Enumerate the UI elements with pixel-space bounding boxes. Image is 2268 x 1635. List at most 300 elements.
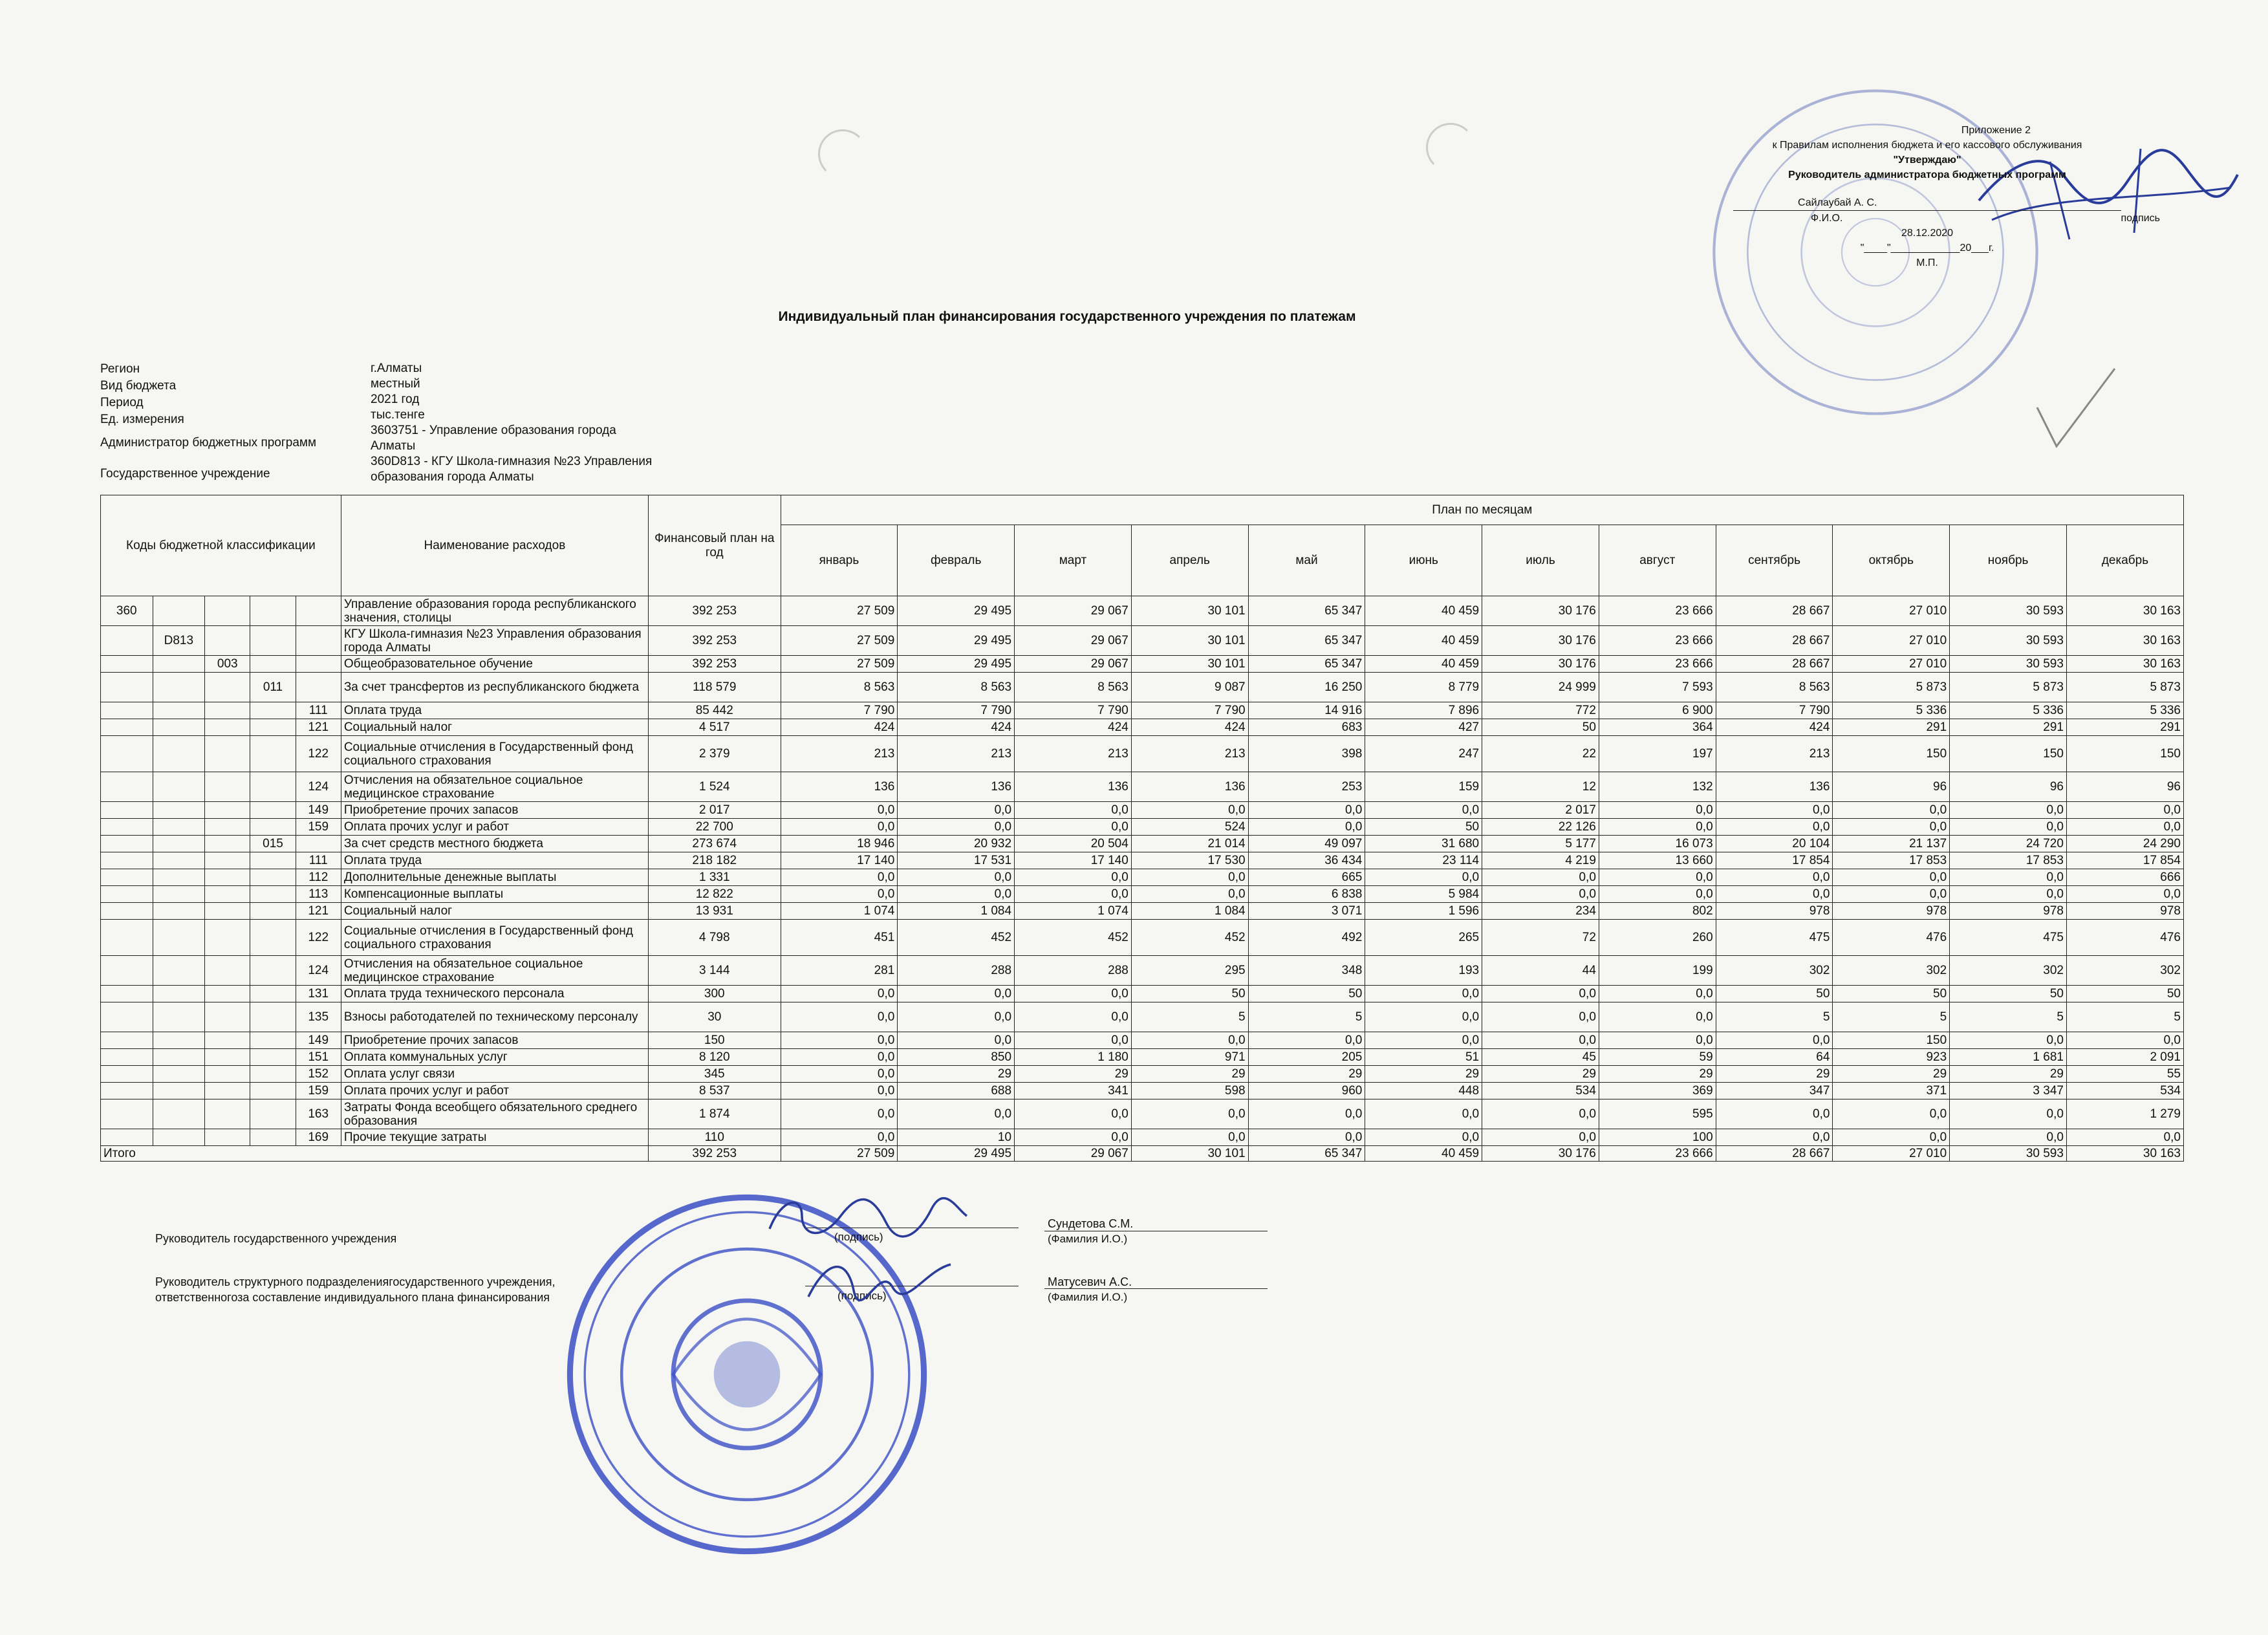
header-month: май <box>1248 525 1365 596</box>
total-plan-cell: 392 253 <box>649 1146 781 1162</box>
approval-approved: "Утверждаю" <box>1893 155 1961 166</box>
month-value-cell: 20 932 <box>898 836 1015 852</box>
code-cell <box>101 1049 153 1066</box>
month-value-cell: 205 <box>1248 1049 1365 1066</box>
table-row <box>101 1066 2184 1083</box>
total-month-cell: 65 347 <box>1248 1146 1365 1162</box>
month-value-cell: 12 <box>1482 772 1599 802</box>
code-cell <box>153 736 205 772</box>
month-value-cell: 8 563 <box>1015 673 1132 702</box>
month-value-cell: 0,0 <box>1131 1099 1248 1129</box>
code-cell <box>153 1049 205 1066</box>
code-cell <box>205 956 250 986</box>
month-value-cell: 8 563 <box>781 673 898 702</box>
annual-plan-cell: 12 822 <box>649 886 781 903</box>
table-row <box>101 656 2184 673</box>
month-value-cell: 0,0 <box>1015 986 1132 1002</box>
month-value-cell: 291 <box>1833 719 1950 736</box>
month-value-cell: 21 137 <box>1833 836 1950 852</box>
month-value-cell: 1 084 <box>1131 903 1248 920</box>
responsible-fio: (Фамилия И.О.) <box>1048 1291 1128 1303</box>
month-value-cell: 72 <box>1482 920 1599 956</box>
meta-value-unit: тыс.тенге <box>371 408 425 422</box>
month-value-cell: 302 <box>2066 956 2183 986</box>
month-value-cell: 0,0 <box>781 886 898 903</box>
month-value-cell: 0,0 <box>1482 869 1599 886</box>
expense-name-cell: Оплата труда <box>341 702 648 719</box>
month-value-cell: 364 <box>1599 719 1716 736</box>
header-month: июль <box>1482 525 1599 596</box>
code-cell <box>205 1032 250 1049</box>
month-value-cell: 5 177 <box>1482 836 1599 852</box>
month-value-cell: 371 <box>1833 1083 1950 1099</box>
annual-plan-cell: 110 <box>649 1129 781 1146</box>
month-value-cell: 150 <box>2066 736 2183 772</box>
month-value-cell: 0,0 <box>1131 1129 1248 1146</box>
meta-label-region: Регион <box>100 362 140 376</box>
month-value-cell: 1 596 <box>1365 903 1482 920</box>
month-value-cell: 978 <box>1833 903 1950 920</box>
month-value-cell: 22 126 <box>1482 819 1599 836</box>
month-value-cell: 595 <box>1599 1099 1716 1129</box>
code-cell <box>153 656 205 673</box>
code-cell <box>101 673 153 702</box>
header-month: апрель <box>1131 525 1248 596</box>
table-row <box>101 802 2184 819</box>
month-value-cell: 0,0 <box>1015 802 1132 819</box>
month-value-cell: 0,0 <box>1365 1032 1482 1049</box>
month-value-cell: 0,0 <box>1833 802 1950 819</box>
code-cell: 135 <box>296 1002 341 1032</box>
month-value-cell: 50 <box>1716 986 1833 1002</box>
annual-plan-cell: 2 379 <box>649 736 781 772</box>
month-value-cell: 50 <box>1365 819 1482 836</box>
annual-plan-cell: 8 120 <box>649 1049 781 1066</box>
total-month-cell: 23 666 <box>1599 1146 1716 1162</box>
code-cell <box>250 772 296 802</box>
total-month-cell: 30 176 <box>1482 1146 1599 1162</box>
code-cell <box>153 702 205 719</box>
code-cell: 149 <box>296 802 341 819</box>
code-cell <box>205 869 250 886</box>
head-fio: (Фамилия И.О.) <box>1048 1233 1128 1245</box>
code-cell <box>250 852 296 869</box>
month-value-cell: 476 <box>2066 920 2183 956</box>
month-value-cell: 0,0 <box>1131 869 1248 886</box>
code-cell: 152 <box>296 1066 341 1083</box>
annual-plan-cell: 2 017 <box>649 802 781 819</box>
code-cell <box>101 1066 153 1083</box>
code-cell <box>250 736 296 772</box>
month-value-cell: 28 667 <box>1716 626 1833 656</box>
month-value-cell: 5 984 <box>1365 886 1482 903</box>
code-cell <box>296 673 341 702</box>
code-cell <box>101 702 153 719</box>
month-value-cell: 598 <box>1131 1083 1248 1099</box>
punch-hole-left <box>818 129 867 179</box>
month-value-cell: 0,0 <box>1599 1032 1716 1049</box>
month-value-cell: 0,0 <box>1599 869 1716 886</box>
month-value-cell: 398 <box>1248 736 1365 772</box>
month-value-cell: 29 <box>1482 1066 1599 1083</box>
month-value-cell: 29 067 <box>1015 626 1132 656</box>
month-value-cell: 0,0 <box>2066 802 2183 819</box>
month-value-cell: 30 163 <box>2066 596 2183 626</box>
code-cell <box>250 1066 296 1083</box>
code-cell <box>153 819 205 836</box>
annual-plan-cell: 4 798 <box>649 920 781 956</box>
month-value-cell: 0,0 <box>898 1032 1015 1049</box>
month-value-cell: 30 593 <box>1950 626 2067 656</box>
month-value-cell: 65 347 <box>1248 656 1365 673</box>
month-value-cell: 4 219 <box>1482 852 1599 869</box>
month-value-cell: 29 <box>898 1066 1015 1083</box>
month-value-cell: 55 <box>2066 1066 2183 1083</box>
month-value-cell: 29 <box>1716 1066 1833 1083</box>
month-value-cell: 5 <box>1131 1002 1248 1032</box>
code-cell <box>153 886 205 903</box>
expense-name-cell: Затраты Фонда всеобщего обязательного среднего образования <box>341 1099 648 1129</box>
approval-head: Руководитель администратора бюджетных программ <box>1788 169 2066 180</box>
approval-block <box>1733 123 2160 270</box>
month-value-cell: 0,0 <box>1950 1129 2067 1146</box>
month-value-cell: 0,0 <box>781 1099 898 1129</box>
responsible-label-line2: ответственногоза составление индивидуального плана финансирования <box>155 1291 550 1304</box>
code-cell <box>250 819 296 836</box>
code-cell <box>205 596 250 626</box>
code-cell <box>153 772 205 802</box>
month-value-cell: 213 <box>1131 736 1248 772</box>
month-value-cell: 2 091 <box>2066 1049 2183 1066</box>
month-value-cell: 0,0 <box>1482 886 1599 903</box>
month-value-cell: 0,0 <box>1365 1099 1482 1129</box>
month-value-cell: 16 250 <box>1248 673 1365 702</box>
month-value-cell: 17 140 <box>781 852 898 869</box>
month-value-cell: 0,0 <box>1482 1129 1599 1146</box>
meta-label-administrator: Администратор бюджетных программ <box>100 436 317 449</box>
annual-plan-cell: 30 <box>649 1002 781 1032</box>
expense-name-cell: Дополнительные денежные выплаты <box>341 869 648 886</box>
month-value-cell: 492 <box>1248 920 1365 956</box>
financing-plan-table <box>100 495 2184 1162</box>
month-value-cell: 59 <box>1599 1049 1716 1066</box>
header-months-group: План по месяцам <box>781 495 2183 525</box>
code-cell <box>205 702 250 719</box>
meta-label-period: Период <box>100 396 144 409</box>
month-value-cell: 96 <box>2066 772 2183 802</box>
table-row <box>101 886 2184 903</box>
month-value-cell: 3 071 <box>1248 903 1365 920</box>
expense-name-cell: Компенсационные выплаты <box>341 886 648 903</box>
header-month: ноябрь <box>1950 525 2067 596</box>
month-value-cell: 30 163 <box>2066 626 2183 656</box>
month-value-cell: 0,0 <box>1716 1032 1833 1049</box>
annual-plan-cell: 392 253 <box>649 596 781 626</box>
total-month-cell: 30 101 <box>1131 1146 1248 1162</box>
month-value-cell: 213 <box>781 736 898 772</box>
code-cell <box>101 852 153 869</box>
month-value-cell: 0,0 <box>1833 819 1950 836</box>
month-value-cell: 0,0 <box>1716 869 1833 886</box>
code-cell <box>101 986 153 1002</box>
code-cell <box>101 1099 153 1129</box>
expense-name-cell: Социальные отчисления в Государственный фонд социального страхования <box>341 920 648 956</box>
table-row <box>101 903 2184 920</box>
month-value-cell: 524 <box>1131 819 1248 836</box>
month-value-cell: 0,0 <box>781 1049 898 1066</box>
code-cell <box>101 626 153 656</box>
table-row <box>101 1083 2184 1099</box>
month-value-cell: 0,0 <box>1131 1032 1248 1049</box>
total-row <box>101 1146 2184 1162</box>
month-value-cell: 136 <box>1015 772 1132 802</box>
month-value-cell: 265 <box>1365 920 1482 956</box>
month-value-cell: 0,0 <box>1365 802 1482 819</box>
month-value-cell: 971 <box>1131 1049 1248 1066</box>
code-cell <box>250 1032 296 1049</box>
month-value-cell: 0,0 <box>1248 802 1365 819</box>
header-name: Наименование расходов <box>341 495 648 596</box>
month-value-cell: 50 <box>2066 986 2183 1002</box>
code-cell <box>153 920 205 956</box>
month-value-cell: 30 593 <box>1950 596 2067 626</box>
month-value-cell: 36 434 <box>1248 852 1365 869</box>
head-sign-caption: (подпись) <box>834 1231 883 1243</box>
annual-plan-cell: 22 700 <box>649 819 781 836</box>
code-cell <box>205 836 250 852</box>
responsible-name-line <box>1044 1288 1268 1289</box>
expense-name-cell: Приобретение прочих запасов <box>341 1032 648 1049</box>
month-value-cell: 5 873 <box>2066 673 2183 702</box>
month-value-cell: 0,0 <box>1248 1099 1365 1129</box>
expense-name-cell: Оплата коммунальных услуг <box>341 1049 648 1066</box>
head-signature <box>763 1190 970 1248</box>
month-value-cell: 448 <box>1365 1083 1482 1099</box>
expense-name-cell: Оплата прочих услуг и работ <box>341 1083 648 1099</box>
month-value-cell: 6 838 <box>1248 886 1365 903</box>
punch-hole-right <box>1426 123 1475 172</box>
month-value-cell: 281 <box>781 956 898 986</box>
code-cell <box>153 1129 205 1146</box>
code-cell <box>101 1002 153 1032</box>
month-value-cell: 247 <box>1365 736 1482 772</box>
total-label: Итого <box>101 1146 649 1162</box>
expense-name-cell: Отчисления на обязательное социальное медицинское страхование <box>341 956 648 986</box>
month-value-cell: 136 <box>898 772 1015 802</box>
month-value-cell: 302 <box>1833 956 1950 986</box>
month-value-cell: 0,0 <box>2066 1032 2183 1049</box>
code-cell <box>205 886 250 903</box>
month-value-cell: 22 <box>1482 736 1599 772</box>
code-cell <box>250 986 296 1002</box>
code-cell <box>205 1099 250 1129</box>
month-value-cell: 7 593 <box>1599 673 1716 702</box>
month-value-cell: 302 <box>1950 956 2067 986</box>
annual-plan-cell: 8 537 <box>649 1083 781 1099</box>
annual-plan-cell: 4 517 <box>649 719 781 736</box>
month-value-cell: 29 067 <box>1015 656 1132 673</box>
month-value-cell: 0,0 <box>1950 1032 2067 1049</box>
approval-name: Сайлаубай А. С. <box>1798 197 1877 208</box>
month-value-cell: 0,0 <box>1599 886 1716 903</box>
month-value-cell: 24 290 <box>2066 836 2183 852</box>
approval-mp: М.П. <box>1916 257 1938 268</box>
code-cell <box>296 626 341 656</box>
code-cell <box>205 986 250 1002</box>
month-value-cell: 0,0 <box>781 1002 898 1032</box>
month-value-cell: 0,0 <box>781 1032 898 1049</box>
code-cell <box>250 1129 296 1146</box>
month-value-cell: 5 <box>2066 1002 2183 1032</box>
code-cell <box>101 1129 153 1146</box>
table-row <box>101 702 2184 719</box>
month-value-cell: 260 <box>1599 920 1716 956</box>
code-cell: D813 <box>153 626 205 656</box>
month-value-cell: 0,0 <box>1015 1099 1132 1129</box>
code-cell: 122 <box>296 920 341 956</box>
annual-plan-cell: 13 931 <box>649 903 781 920</box>
month-value-cell: 5 336 <box>1833 702 1950 719</box>
month-value-cell: 0,0 <box>1599 1002 1716 1032</box>
month-value-cell: 0,0 <box>1015 869 1132 886</box>
annual-plan-cell: 3 144 <box>649 956 781 986</box>
month-value-cell: 5 873 <box>1833 673 1950 702</box>
month-value-cell: 850 <box>898 1049 1015 1066</box>
total-month-cell: 27 010 <box>1833 1146 1950 1162</box>
month-value-cell: 0,0 <box>1833 869 1950 886</box>
month-value-cell: 197 <box>1599 736 1716 772</box>
month-value-cell: 1 074 <box>781 903 898 920</box>
month-value-cell: 0,0 <box>898 802 1015 819</box>
month-value-cell: 5 336 <box>1950 702 2067 719</box>
total-month-cell: 29 067 <box>1015 1146 1132 1162</box>
code-cell: 113 <box>296 886 341 903</box>
month-value-cell: 0,0 <box>1950 1099 2067 1129</box>
code-cell <box>205 772 250 802</box>
head-label: Руководитель государственного учреждения <box>155 1232 397 1245</box>
month-value-cell: 0,0 <box>2066 886 2183 903</box>
month-value-cell: 17 854 <box>2066 852 2183 869</box>
code-cell: 011 <box>250 673 296 702</box>
annual-plan-cell: 392 253 <box>649 626 781 656</box>
annual-plan-cell: 1 874 <box>649 1099 781 1129</box>
month-value-cell: 0,0 <box>898 886 1015 903</box>
code-cell <box>153 956 205 986</box>
code-cell <box>101 736 153 772</box>
meta-value-period: 2021 год <box>371 393 420 406</box>
month-value-cell: 0,0 <box>1015 819 1132 836</box>
month-value-cell: 476 <box>1833 920 1950 956</box>
month-value-cell: 24 999 <box>1482 673 1599 702</box>
month-value-cell: 23 114 <box>1365 852 1482 869</box>
month-value-cell: 1 681 <box>1950 1049 2067 1066</box>
month-value-cell: 0,0 <box>898 986 1015 1002</box>
month-value-cell: 424 <box>898 719 1015 736</box>
code-cell <box>153 596 205 626</box>
code-cell <box>250 656 296 673</box>
code-cell: 111 <box>296 852 341 869</box>
meta-value-budget-type: местный <box>371 377 420 391</box>
total-month-cell: 28 667 <box>1716 1146 1833 1162</box>
code-cell <box>205 1066 250 1083</box>
month-value-cell: 0,0 <box>781 819 898 836</box>
month-value-cell: 44 <box>1482 956 1599 986</box>
month-value-cell: 0,0 <box>1599 986 1716 1002</box>
month-value-cell: 7 790 <box>1716 702 1833 719</box>
code-cell <box>250 1099 296 1129</box>
month-value-cell: 29 <box>1015 1066 1132 1083</box>
month-value-cell: 0,0 <box>1015 886 1132 903</box>
code-cell <box>101 903 153 920</box>
header-month: август <box>1599 525 1716 596</box>
month-value-cell: 0,0 <box>1131 802 1248 819</box>
table-row <box>101 1129 2184 1146</box>
month-value-cell: 0,0 <box>781 1083 898 1099</box>
month-value-cell: 24 720 <box>1950 836 2067 852</box>
month-value-cell: 213 <box>1015 736 1132 772</box>
month-value-cell: 29 <box>1833 1066 1950 1083</box>
responsible-name: Матусевич А.С. <box>1048 1275 1132 1288</box>
month-value-cell: 132 <box>1599 772 1716 802</box>
month-value-cell: 5 <box>1833 1002 1950 1032</box>
month-value-cell: 0,0 <box>781 986 898 1002</box>
expense-name-cell: Приобретение прочих запасов <box>341 802 648 819</box>
month-value-cell: 341 <box>1015 1083 1132 1099</box>
code-cell: 003 <box>205 656 250 673</box>
table-row <box>101 772 2184 802</box>
table-row <box>101 626 2184 656</box>
month-value-cell: 0,0 <box>1482 986 1599 1002</box>
month-value-cell: 5 <box>1950 1002 2067 1032</box>
month-value-cell: 14 916 <box>1248 702 1365 719</box>
expense-name-cell: Общеобразовательное обучение <box>341 656 648 673</box>
head-name: Сундетова С.М. <box>1048 1217 1134 1230</box>
month-value-cell: 21 014 <box>1131 836 1248 852</box>
month-value-cell: 424 <box>1716 719 1833 736</box>
month-value-cell: 17 853 <box>1833 852 1950 869</box>
code-cell <box>101 836 153 852</box>
month-value-cell: 159 <box>1365 772 1482 802</box>
month-value-cell: 23 666 <box>1599 596 1716 626</box>
code-cell: 124 <box>296 772 341 802</box>
month-value-cell: 96 <box>1833 772 1950 802</box>
month-value-cell: 0,0 <box>1365 986 1482 1002</box>
month-value-cell: 2 017 <box>1482 802 1599 819</box>
expense-name-cell: Оплата труда технического персонала <box>341 986 648 1002</box>
month-value-cell: 45 <box>1482 1049 1599 1066</box>
month-value-cell: 27 010 <box>1833 626 1950 656</box>
month-value-cell: 7 790 <box>781 702 898 719</box>
month-value-cell: 7 790 <box>898 702 1015 719</box>
month-value-cell: 0,0 <box>1131 886 1248 903</box>
month-value-cell: 0,0 <box>1833 1129 1950 1146</box>
expense-name-cell: Оплата труда <box>341 852 648 869</box>
table-row <box>101 596 2184 626</box>
expense-name-cell: КГУ Школа-гимназия №23 Управления образования города Алматы <box>341 626 648 656</box>
table-row <box>101 1049 2184 1066</box>
month-value-cell: 27 010 <box>1833 656 1950 673</box>
month-value-cell: 5 <box>1248 1002 1365 1032</box>
header-codes: Коды бюджетной классификации <box>101 495 341 596</box>
month-value-cell: 0,0 <box>1365 869 1482 886</box>
month-value-cell: 50 <box>1833 986 1950 1002</box>
month-value-cell: 424 <box>1015 719 1132 736</box>
month-value-cell: 30 176 <box>1482 626 1599 656</box>
month-value-cell: 29 <box>1131 1066 1248 1083</box>
code-cell <box>101 802 153 819</box>
annual-plan-cell: 1 524 <box>649 772 781 802</box>
month-value-cell: 0,0 <box>1015 1002 1132 1032</box>
